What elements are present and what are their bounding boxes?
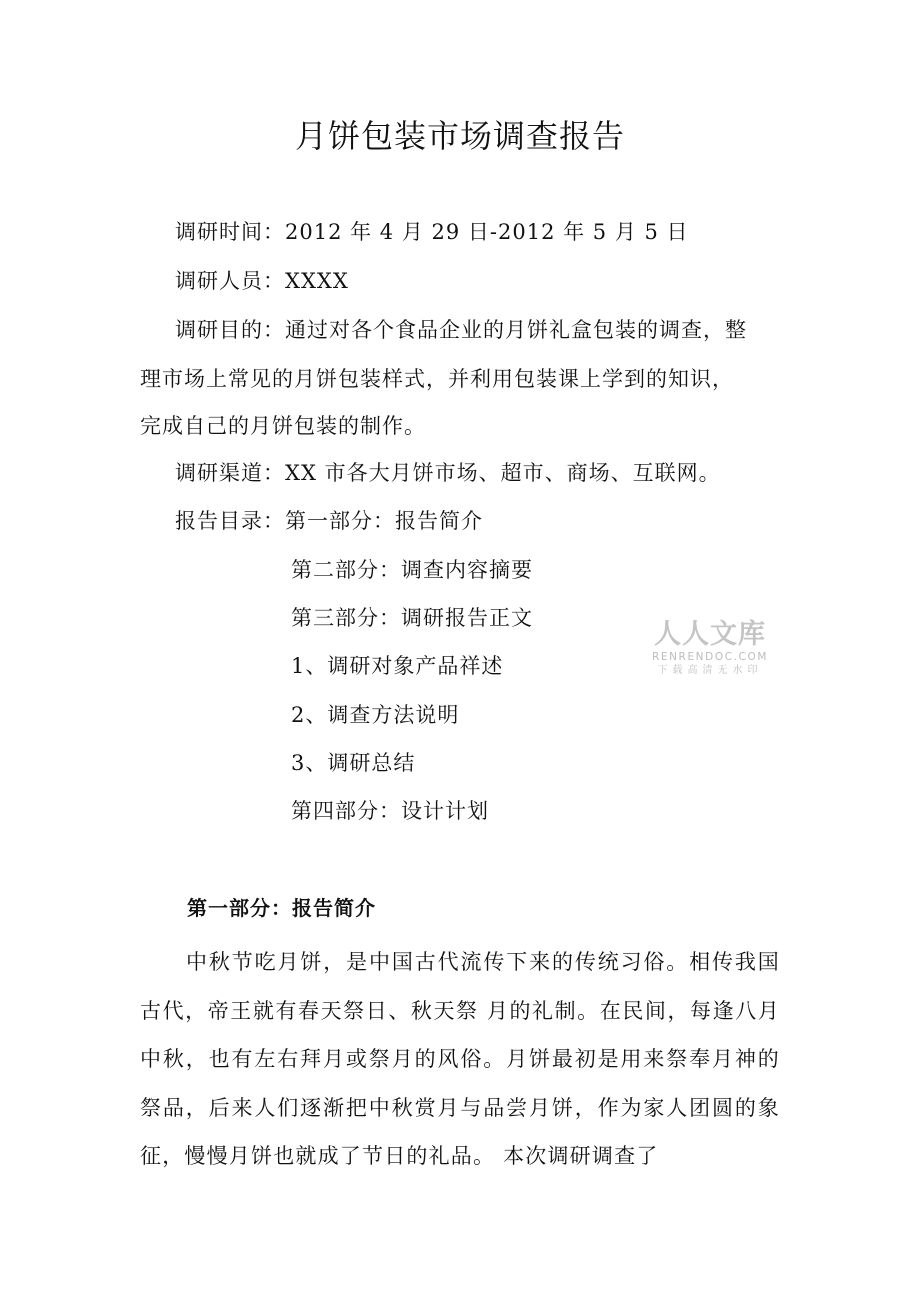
- survey-staff-line: [175, 266, 349, 296]
- toc-item: 2、调查方法说明: [291, 703, 460, 727]
- survey-time-label: 调研时间：: [175, 220, 285, 244]
- survey-time-line: [175, 217, 689, 247]
- survey-staff-value: XXXX: [285, 269, 349, 293]
- survey-staff-label: 调研人员：: [175, 269, 285, 293]
- toc-item: 第一部分：报告简介: [285, 509, 483, 533]
- watermark: [645, 619, 775, 677]
- survey-purpose-line: [175, 315, 747, 345]
- survey-time-value: 2012 年 4 月 29 日-2012 年 5 月 5 日: [285, 220, 689, 244]
- toc-label: 报告目录：: [175, 509, 285, 533]
- survey-channel-line: [175, 458, 721, 488]
- survey-purpose-text-3: 完成自己的月饼包装的制作。: [140, 414, 426, 438]
- section-body-paragraph: 中秋节吃月饼，是中国古代流传下来的传统习俗。相传我国古代，帝王就有春天祭日、秋天祭 月的礼制。在民间，每逢八月中秋，也有左右拜月或祭月的风俗。月饼最初是用来祭奉月神的祭品，后来人们逐渐把中秋赏月与品尝月饼，作为家人团圆的象征，慢慢月饼也就成了节日的礼品。 本次调研调查了: [140, 950, 780, 1168]
- toc-item: 第四部分：设计计划: [291, 799, 489, 823]
- watermark-subtitle: 下载高清无水印: [657, 665, 763, 676]
- survey-channel-label: 调研渠道：: [175, 461, 285, 485]
- section-heading: 第一部分：报告简介: [187, 896, 376, 920]
- toc-item: 1、调研对象产品祥述: [291, 654, 504, 678]
- toc-line: [175, 506, 483, 536]
- survey-purpose-text-2: 理市场上常见的月饼包装样式，并利用包装课上学到的知识，: [140, 367, 734, 391]
- watermark-domain: RENRENDOC.COM: [651, 651, 769, 663]
- survey-purpose-text-1: 通过对各个食品企业的月饼礼盒包装的调查，整: [285, 318, 747, 342]
- toc-item: 第三部分：调研报告正文: [291, 606, 533, 630]
- toc-item: 3、调研总结: [291, 751, 416, 775]
- document-title: 月饼包装市场调查报告: [294, 117, 625, 155]
- watermark-logo-text: 人人文库: [654, 619, 766, 650]
- toc-item: 第二部分：调查内容摘要: [291, 558, 533, 582]
- survey-purpose-label: 调研目的：: [175, 318, 285, 342]
- survey-channel-value: XX 市各大月饼市场、超市、商场、互联网。: [285, 461, 721, 485]
